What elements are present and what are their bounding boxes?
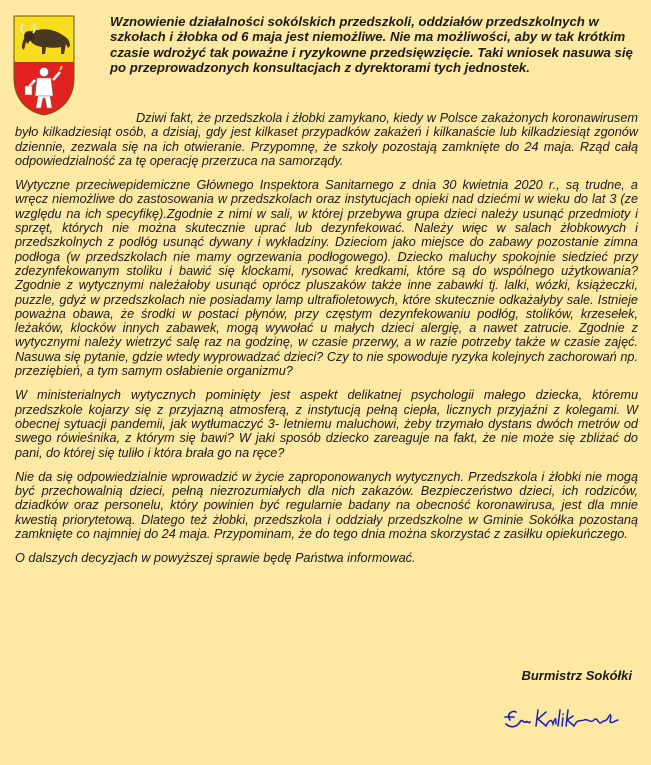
headline: Wznowienie działalności sokólskich przedszkoli, oddziałów przedszkolnych w szkołach i żłobka od 6 maja jest niemożliwe. Nie ma możliwości, aby w tak krótkim czasie wdrożyć tak poważne i ryzykowne przedsięwzięcie. Taki wniosek nasuwa się po przeprowadzonych konsultacjach z dyrektorami tych jednostek. bbox=[110, 14, 633, 76]
handwritten-signature bbox=[500, 704, 630, 734]
paragraph: Dziwi fakt, że przedszkola i żłobki zamykano, kiedy w Polsce zakażonych koronawirusem było kilkadziesiąt osób, a dzisiaj, gdy jest kilkaset przypadków zakażeń i kilkanaście lub kilkadziesiąt zgonów dziennie, zezwala się na ich otwieranie. Przypomnę, że szkoły pozostają zamknięte do 24 maja. Rząd całą odpowiedzialność za tę operację przerzuca na samorządy. bbox=[15, 111, 638, 168]
signer-title: Burmistrz Sokółki bbox=[521, 668, 632, 683]
article-body bbox=[15, 111, 638, 576]
paragraph: Nie da się odpowiedzialnie wprowadzić w życie zaproponowanych wytycznych. Przedszkola i żłobki nie mogą być przechowalnią dzieci, pełną niezrozumiałych dla nich zakazów. Bezpieczeństwo dzieci, ich rodziców, dziadków oraz personelu, który powinien być regularnie badany na obecność koronawirusa, jest dla mnie kwestią priorytetową. Dlatego też żłobki, przedszkola i oddziały przedszkolne w Gminie Sokółka pozostaną zamknięte co najmniej do 24 maja. Przypominam, że do tego dnia można skorzystać z zasiłku opiekuńczego. bbox=[15, 469, 638, 542]
paragraph: Wytyczne przeciwepidemiczne Głównego Inspektora Sanitarnego z dnia 30 kwietnia 2020 r., są trudne, a wręcz niemożliwe do zastosowania w przedszkolach oraz instytucjach opieki nad dziećmi w wieku do lat 3 (ze względu na ich specyfikę).Zgodnie z nimi w sali, w której przebywa grupa dzieci należy usunąć przedmioty i sprzęt, których nie można skutecznie uprać lub dezynfekować. Należy więc w salach żłobkowych i przedszkolnych z podłóg usunąć dywany i wykładziny. Dzieciom jako miejsce do zabawy pozostanie zimna podłoga (w przedszkolach nie mamy ogrzewania podłogowego). Dziecko maluchy spokojnie siedzieć przy zdezynfekowanym stoliku i bawić się klockami, rysować kredkami, które są do wspólnego użytkowania? Zgodnie z wytycznymi należałoby usunąć oprócz pluszaków także inne zabawki tj. lalki, wózki, książeczki, puzzle, gdyż w przedszkolach nie posiadamy lamp ultrafioletowych, które skutecznie odkażałyby sale. Istnieje poważna obawa, że środki w postaci płynów, przy częstym dezynfekowaniu podłóg, stolików, krzesełek, leżaków, klocków innych zabawek, mogą wywołać u małych dzieci alergię, a nawet zatrucie. Zgodnie z wytycznymi należy wietrzyć salę raz na godzinę, w czasie przerwy, a w razie potrzeby także w czasie zajęć. Nasuwa się pytanie, gdzie wtedy wyprowadzać dzieci? Czy to nie spowoduje ryzyka kolejnych zachorowań np. przeziębień, a tym samym osłabienie organizmu? bbox=[15, 178, 638, 379]
paragraph: W ministerialnych wytycznych pominięty jest aspekt delikatnej psychologii małego dziecka, któremu przedszkole kojarzy się z przyjazną atmosferą, z instytucją pełną ciepła, licznych przyjaźni z kolegami. W obecnej sytuacji pandemii, jak wytłumaczyć 3- letniemu maluchowi, żeby trzymało dystans dwóch metrów od swego rówieśnika, z którym się bawi? W jaki sposób dziecko zareaguje na fakt, że nie może się zbliżać do pani, do której się tuliło i która brała go na ręce? bbox=[15, 388, 638, 460]
paragraph: O dalszych decyzjach w powyższej sprawie będę Państwa informować. bbox=[15, 551, 416, 566]
coat-of-arms-icon bbox=[12, 14, 76, 116]
